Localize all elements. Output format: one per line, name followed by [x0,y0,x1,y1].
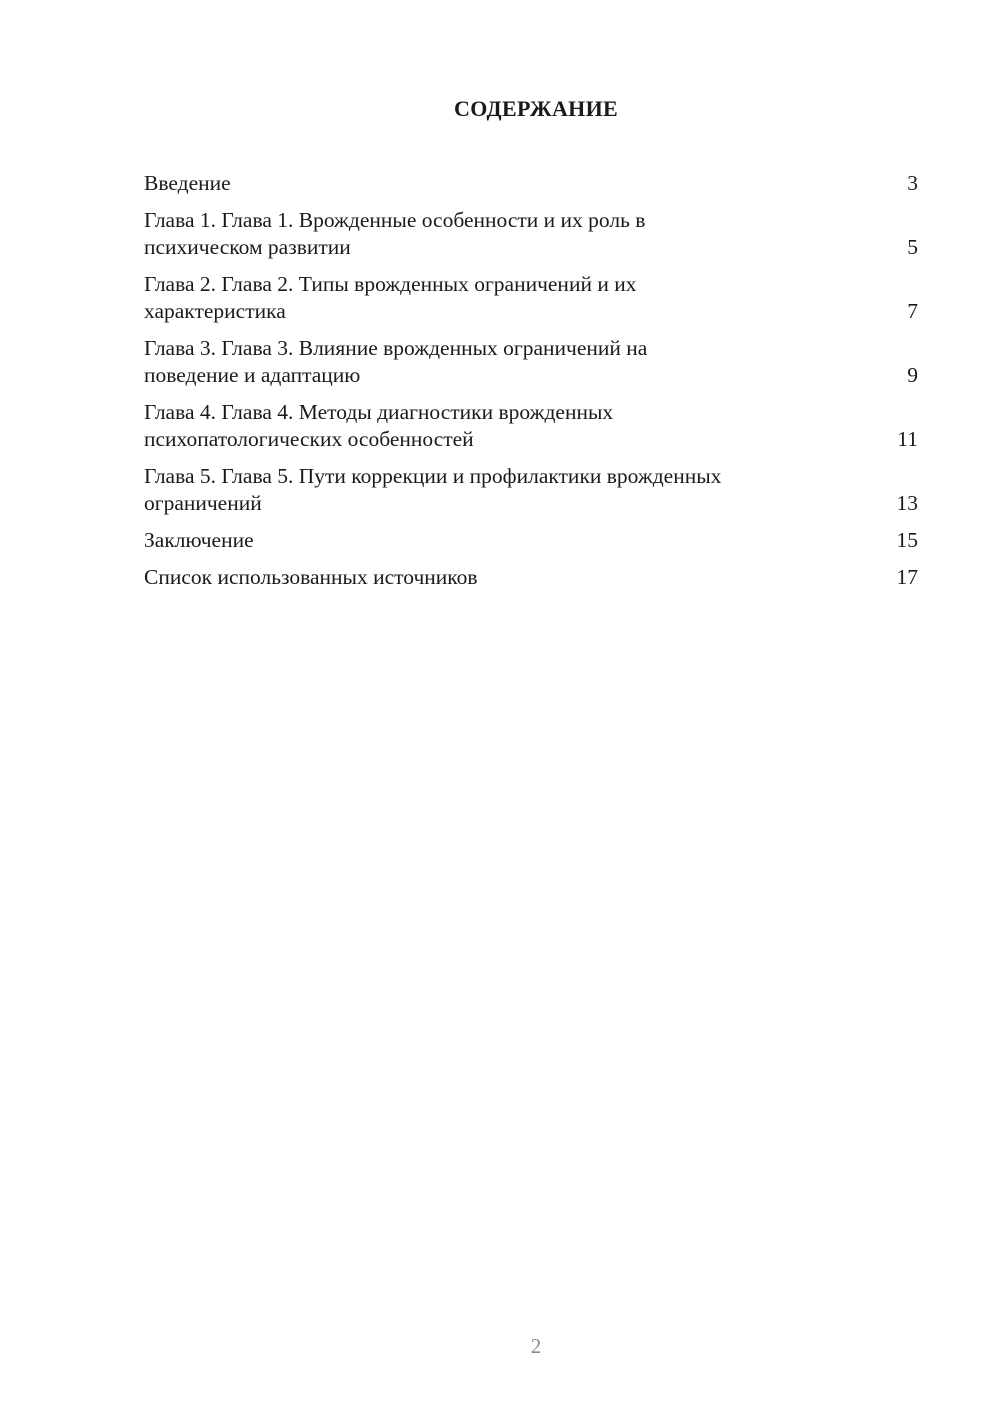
toc-entry-title [144,527,888,554]
toc-entry-title-line: ограничений [144,491,262,515]
toc-entry-page: 13 [896,491,918,515]
toc-entry-chapter-1 [144,207,918,261]
toc-entry-page: 15 [896,528,918,552]
toc-entry-page: 17 [896,565,918,589]
toc-entry-title-line: поведение и адаптацию [144,363,361,387]
page-title: СОДЕРЖАНИЕ [454,96,618,121]
toc-entry-references [144,564,918,591]
toc-entry-title-line: Список использованных источников [144,565,478,589]
toc-entry-title [144,207,888,261]
toc-entry-title-line: Глава 1. Глава 1. Врожденные особенности и их роль в [144,208,646,232]
toc-entry-title-line: Введение [144,171,231,195]
toc-entry-title-line: Глава 2. Глава 2. Типы врожденных ограничений и их [144,272,637,296]
toc-entry-title-line: Глава 3. Глава 3. Влияние врожденных ограничений на [144,336,648,360]
toc-entry-title-line: Заключение [144,528,254,552]
toc-entry-title-line: Глава 5. Глава 5. Пути коррекции и профилактики врожденных [144,464,722,488]
toc-entry-chapter-4 [144,399,918,453]
toc-entry-title-line: психическом развитии [144,235,351,259]
toc-entry-page: 3 [907,171,918,195]
toc-entry-title [144,399,888,453]
toc-entry-title [144,463,888,517]
toc-entry-title-line: характеристика [144,299,286,323]
toc-entry-page: 5 [907,235,918,259]
table-of-contents [144,170,918,601]
toc-entry-page: 7 [907,299,918,323]
toc-entry-title [144,564,888,591]
toc-entry-title [144,271,888,325]
toc-entry-page: 9 [907,363,918,387]
toc-entry-introduction [144,170,918,197]
toc-entry-title-line: Глава 4. Глава 4. Методы диагностики врожденных [144,400,614,424]
toc-entry-title-line: психопатологических особенностей [144,427,474,451]
toc-entry-chapter-5 [144,463,918,517]
toc-entry-chapter-2 [144,271,918,325]
toc-entry-conclusion [144,527,918,554]
toc-entry-title [144,170,888,197]
page-number: 2 [530,1334,542,1358]
toc-entry-page: 11 [897,427,918,451]
toc-entry-title [144,335,888,389]
toc-entry-chapter-3 [144,335,918,389]
